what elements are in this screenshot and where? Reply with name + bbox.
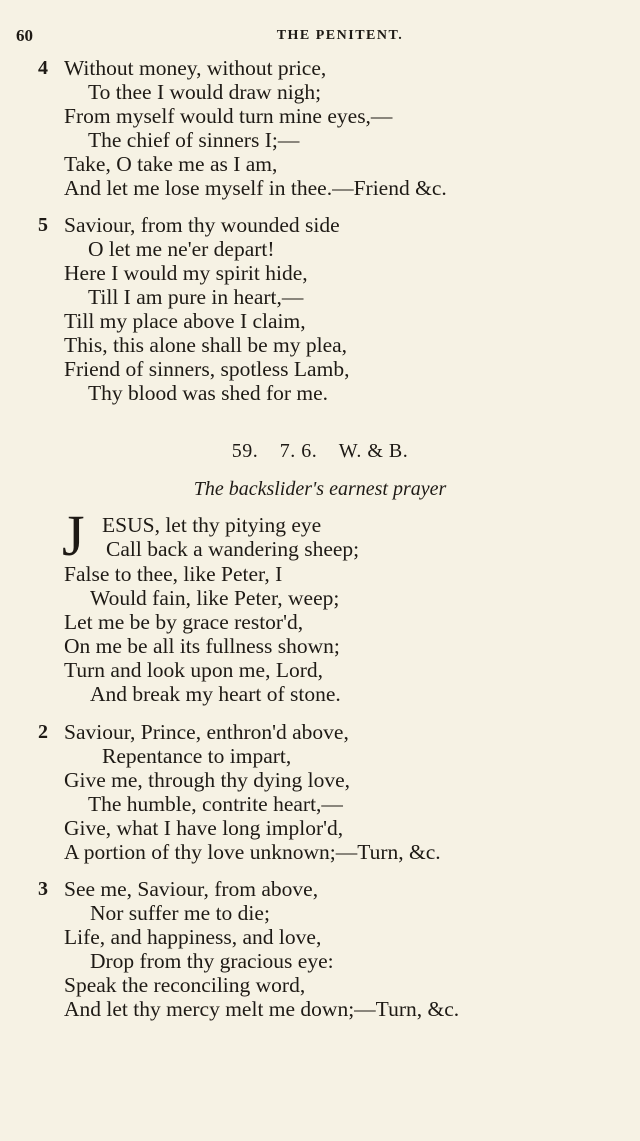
verse-line: Saviour, Prince, enthron'd above, (64, 720, 349, 744)
verse-line: Turn and look upon me, Lord, (64, 658, 323, 682)
verse-line: Life, and happiness, and love, (64, 925, 322, 949)
verse-line: False to thee, like Peter, I (64, 562, 283, 586)
verse-line: See me, Saviour, from above, (64, 877, 319, 901)
verse-line: Nor suffer me to die; (90, 901, 270, 925)
verse-line: A portion of thy love unknown;—Turn, &c. (64, 840, 441, 864)
verse-line: Would fain, like Peter, weep; (90, 586, 340, 610)
verse-line: Friend of sinners, spotless Lamb, (64, 357, 350, 381)
drop-cap: J (62, 503, 85, 568)
verse-line: Take, O take me as I am, (64, 152, 278, 176)
verse-line: Give, what I have long implor'd, (64, 816, 344, 840)
stanza-number: 2 (38, 721, 48, 743)
verse-line: And let me lose myself in thee.—Friend &c. (64, 176, 447, 200)
verse-line: Till my place above I claim, (64, 309, 306, 333)
verse-line: And let thy mercy melt me down;—Turn, &c. (64, 997, 460, 1021)
hymn-meter: 7. 6. (279, 440, 318, 462)
hymn-subtitle: The backslider's earnest prayer (193, 478, 447, 500)
verse-line: From myself would turn mine eyes,— (64, 104, 393, 128)
verse-line: The chief of sinners I;— (88, 128, 300, 152)
verse-line: Give me, through thy dying love, (64, 768, 351, 792)
verse-line: Drop from thy gracious eye: (90, 949, 334, 973)
verse-line: Let me be by grace restor'd, (64, 610, 304, 634)
verse-line: The humble, contrite heart,— (88, 792, 343, 816)
verse-line: To thee I would draw nigh; (88, 80, 322, 104)
stanza-number: 5 (38, 214, 48, 236)
stanza-number: 4 (38, 57, 48, 79)
verse-line: Without money, without price, (64, 56, 327, 80)
verse-line: And break my heart of stone. (90, 682, 341, 706)
verse-line: On me be all its fullness shown; (64, 634, 340, 658)
hymn-source: W. & B. (338, 440, 409, 462)
verse-line: Call back a wandering sheep; (106, 537, 360, 561)
running-head: THE PENITENT. (276, 28, 404, 43)
verse-line: Till I am pure in heart,— (88, 285, 304, 309)
verse-line: Speak the reconciling word, (64, 973, 306, 997)
verse-line: Here I would my spirit hide, (64, 261, 308, 285)
stanza-number: 3 (38, 878, 48, 900)
verse-line: O let me ne'er depart! (88, 237, 275, 261)
verse-line: Thy blood was shed for me. (88, 381, 329, 405)
page-number: 60 (16, 26, 33, 45)
verse-line: ESUS, let thy pitying eye (102, 513, 322, 537)
page-header (14, 26, 626, 50)
hymn-number: 59. (231, 440, 259, 462)
verse-line: This, this alone shall be my plea, (64, 333, 348, 357)
verse-line: Repentance to impart, (102, 744, 292, 768)
hymn-heading (0, 440, 640, 463)
verse-line: Saviour, from thy wounded side (64, 213, 340, 237)
